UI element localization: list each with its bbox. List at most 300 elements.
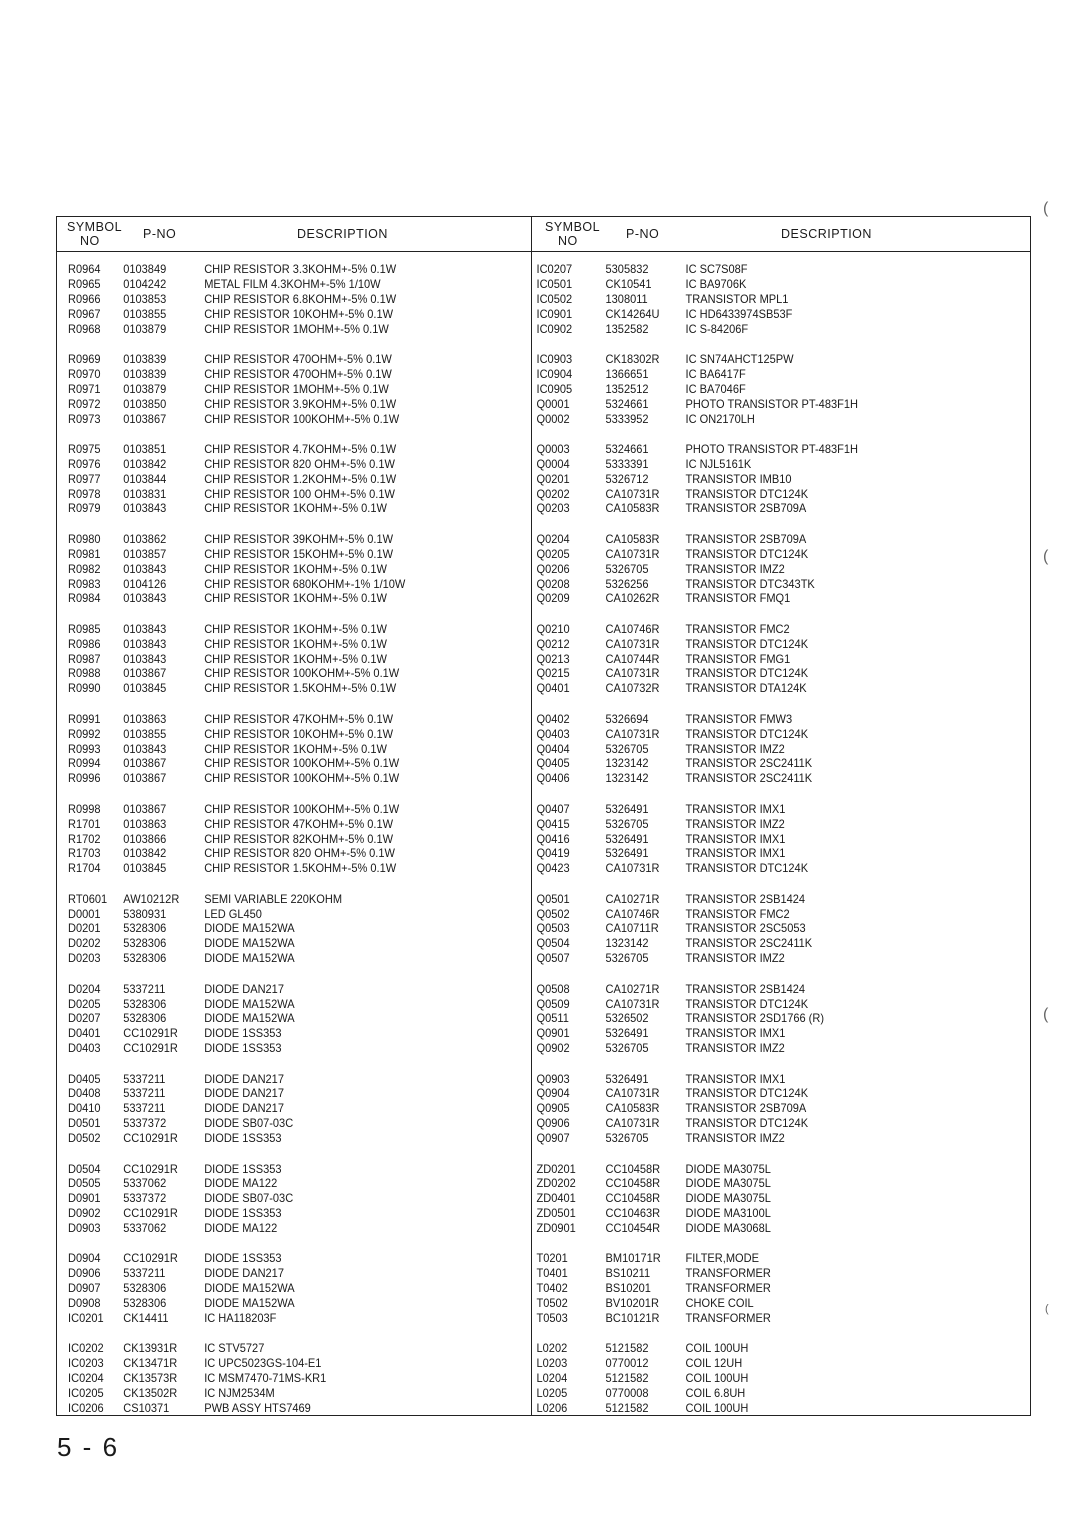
table-row bbox=[57, 1371, 493, 1386]
part-number-cell: 5328306 bbox=[123, 996, 167, 1011]
symbol-cell: Q0415 bbox=[536, 816, 570, 831]
description-cell: IC SN74AHCT125PW bbox=[685, 351, 794, 366]
header-symbol: SYMBOL bbox=[545, 220, 601, 234]
symbol-cell: R0996 bbox=[68, 771, 101, 786]
description-cell: CHIP RESISTOR 6.8KOHM+-5% 0.1W bbox=[204, 291, 397, 306]
description-cell: DIODE MA3075L bbox=[685, 1176, 771, 1191]
symbol-cell: D0505 bbox=[68, 1176, 101, 1191]
description-cell: TRANSISTOR IMZ2 bbox=[685, 951, 785, 966]
symbol-cell: D0205 bbox=[68, 996, 101, 1011]
part-number-cell: 5326694 bbox=[605, 711, 649, 726]
part-number-cell: CA10583R bbox=[605, 501, 660, 516]
table-row bbox=[531, 1401, 990, 1416]
description-cell: TRANSISTOR IMZ2 bbox=[685, 1041, 785, 1056]
table-row bbox=[531, 307, 990, 322]
description-cell: CHIP RESISTOR 100 OHM+-5% 0.1W bbox=[204, 486, 395, 501]
parts-group bbox=[57, 442, 531, 516]
part-number-cell: CA10271R bbox=[605, 891, 660, 906]
description-cell: TRANSISTOR DTA124K bbox=[685, 681, 807, 696]
table-row bbox=[531, 1206, 990, 1221]
description-cell: DIODE MA152WA bbox=[204, 996, 295, 1011]
symbol-cell: ZD0501 bbox=[536, 1206, 576, 1221]
description-cell: TRANSISTOR 2SC2411K bbox=[685, 756, 813, 771]
header-description: DESCRIPTION bbox=[297, 227, 388, 241]
table-row bbox=[57, 562, 493, 577]
symbol-cell: D0504 bbox=[68, 1161, 101, 1176]
part-number-cell: 5326502 bbox=[605, 1011, 649, 1026]
table-row bbox=[531, 412, 990, 427]
part-number-cell: 5326705 bbox=[605, 561, 649, 576]
symbol-cell: R0972 bbox=[68, 396, 101, 411]
description-cell: DIODE DAN217 bbox=[204, 1266, 284, 1281]
part-number-cell: 5326491 bbox=[605, 1071, 649, 1086]
part-number-cell: CC10291R bbox=[123, 1251, 178, 1266]
symbol-cell: IC0901 bbox=[536, 306, 573, 321]
parts-group bbox=[531, 1072, 1030, 1146]
table-row bbox=[57, 951, 493, 966]
description-cell: TRANSISTOR 2SB1424 bbox=[685, 891, 806, 906]
description-cell: TRANSISTOR IMX1 bbox=[685, 801, 786, 816]
description-cell: TRANSISTOR DTC124K bbox=[685, 546, 809, 561]
description-cell: TRANSFORMER bbox=[685, 1311, 771, 1326]
description-cell: TRANSISTOR DTC124K bbox=[685, 1086, 809, 1101]
symbol-cell: ZD0202 bbox=[536, 1176, 576, 1191]
description-cell: DIODE 1SS353 bbox=[204, 1161, 282, 1176]
part-number-cell: 0103849 bbox=[123, 262, 167, 276]
part-number-cell: 0103863 bbox=[123, 711, 167, 726]
part-number-cell: 0103842 bbox=[123, 846, 167, 861]
table-row bbox=[57, 1281, 493, 1296]
part-number-cell: CA10271R bbox=[605, 981, 660, 996]
part-number-cell: 0104242 bbox=[123, 276, 167, 291]
part-number-cell: 0103843 bbox=[123, 741, 167, 756]
symbol-cell: Q0210 bbox=[536, 621, 570, 636]
table-row bbox=[57, 591, 493, 606]
table-row bbox=[57, 861, 493, 876]
symbol-cell: D0405 bbox=[68, 1071, 101, 1086]
table-row bbox=[531, 846, 990, 861]
part-number-cell: 1323142 bbox=[605, 756, 649, 771]
part-number-cell: 0104126 bbox=[123, 576, 167, 591]
description-cell: TRANSISTOR 2SC5053 bbox=[685, 921, 806, 936]
description-cell: DIODE SB07-03C bbox=[204, 1116, 294, 1131]
table-row bbox=[531, 352, 990, 367]
part-number-cell: 0770012 bbox=[605, 1356, 649, 1371]
table-row bbox=[531, 1072, 990, 1087]
table-row bbox=[531, 1041, 990, 1056]
symbol-cell: D0401 bbox=[68, 1026, 101, 1041]
parts-group bbox=[57, 892, 531, 966]
part-number-cell: 0103867 bbox=[123, 666, 167, 681]
symbol-cell: L0205 bbox=[536, 1386, 568, 1401]
symbol-cell: Q0905 bbox=[536, 1101, 570, 1116]
symbol-cell: Q0423 bbox=[536, 861, 570, 876]
table-row bbox=[57, 1386, 493, 1401]
parts-group bbox=[57, 352, 531, 426]
description-cell: IC NJM2534M bbox=[204, 1386, 275, 1401]
part-number-cell: 5326705 bbox=[605, 1041, 649, 1056]
description-cell: CHIP RESISTOR 1KOHM+-5% 0.1W bbox=[204, 501, 387, 516]
description-cell: CHIP RESISTOR 1KOHM+-5% 0.1W bbox=[204, 651, 387, 666]
description-cell: TRANSISTOR DTC124K bbox=[685, 486, 809, 501]
table-row bbox=[531, 892, 990, 907]
table-row bbox=[531, 832, 990, 847]
description-cell: CHIP RESISTOR 82KOHM+-5% 0.1W bbox=[204, 831, 394, 846]
table-row bbox=[531, 951, 990, 966]
description-cell: COIL 12UH bbox=[685, 1356, 743, 1371]
symbol-cell: Q0204 bbox=[536, 531, 570, 546]
part-number-cell: 5326705 bbox=[605, 951, 649, 966]
table-row bbox=[57, 1011, 493, 1026]
description-cell: CHIP RESISTOR 1KOHM+-5% 0.1W bbox=[204, 741, 387, 756]
table-row bbox=[57, 412, 493, 427]
part-number-cell: 0103853 bbox=[123, 291, 167, 306]
part-number-cell: CS10371 bbox=[123, 1401, 170, 1415]
part-number-cell: 0103842 bbox=[123, 456, 167, 471]
part-number-cell: 5121582 bbox=[605, 1401, 649, 1415]
part-number-cell: 0103843 bbox=[123, 561, 167, 576]
description-cell: TRANSISTOR DTC343TK bbox=[685, 576, 815, 591]
description-cell: IC ON2170LH bbox=[685, 411, 755, 426]
part-number-cell: 0103879 bbox=[123, 381, 167, 396]
header-pno: P-NO bbox=[143, 227, 177, 241]
table-row bbox=[57, 397, 493, 412]
description-cell: CHIP RESISTOR 10KOHM+-5% 0.1W bbox=[204, 726, 394, 741]
description-cell: TRANSISTOR IMZ2 bbox=[685, 741, 785, 756]
part-number-cell: 0103855 bbox=[123, 306, 167, 321]
table-row bbox=[57, 1221, 493, 1236]
symbol-cell: RT0601 bbox=[68, 891, 108, 906]
description-cell: TRANSISTOR 2SC2411K bbox=[685, 771, 813, 786]
part-number-cell: CC10291R bbox=[123, 1026, 178, 1041]
symbol-cell: Q0202 bbox=[536, 486, 570, 501]
symbol-cell: R0987 bbox=[68, 651, 101, 666]
part-number-cell: 5328306 bbox=[123, 1281, 167, 1296]
table-row bbox=[57, 666, 493, 681]
description-cell: CHIP RESISTOR 820 OHM+-5% 0.1W bbox=[204, 456, 395, 471]
table-row bbox=[531, 487, 990, 502]
description-cell: DIODE MA152WA bbox=[204, 1296, 295, 1311]
table-row bbox=[531, 1311, 990, 1326]
parts-group bbox=[57, 982, 531, 1056]
symbol-cell: R0993 bbox=[68, 741, 101, 756]
symbol-cell: Q0502 bbox=[536, 906, 570, 921]
description-cell: TRANSISTOR FMW3 bbox=[685, 711, 793, 726]
symbol-cell: Q0416 bbox=[536, 831, 570, 846]
symbol-cell: Q0002 bbox=[536, 411, 570, 426]
part-number-cell: 5326705 bbox=[605, 816, 649, 831]
part-number-cell: 5326705 bbox=[605, 741, 649, 756]
parts-group bbox=[57, 622, 531, 696]
description-cell: CHIP RESISTOR 1KOHM+-5% 0.1W bbox=[204, 636, 387, 651]
symbol-cell: Q0003 bbox=[536, 441, 570, 456]
description-cell: IC BA9706K bbox=[685, 276, 747, 291]
parts-group bbox=[531, 802, 1030, 876]
description-cell: DIODE MA152WA bbox=[204, 951, 295, 966]
description-cell: TRANSFORMER bbox=[685, 1266, 771, 1281]
description-cell: TRANSISTOR 2SB709A bbox=[685, 1101, 807, 1116]
table-row bbox=[531, 292, 990, 307]
symbol-cell: D0202 bbox=[68, 936, 101, 951]
part-number-cell: 5333952 bbox=[605, 411, 649, 426]
part-number-cell: 5328306 bbox=[123, 1296, 167, 1311]
description-cell: TRANSISTOR DTC124K bbox=[685, 636, 809, 651]
symbol-cell: L0204 bbox=[536, 1371, 568, 1386]
part-number-cell: 0103867 bbox=[123, 411, 167, 426]
description-cell: DIODE DAN217 bbox=[204, 1071, 284, 1086]
table-row bbox=[531, 921, 990, 936]
table-row bbox=[57, 802, 493, 817]
description-cell: PHOTO TRANSISTOR PT-483F1H bbox=[685, 396, 858, 411]
description-cell: IC BA6417F bbox=[685, 366, 746, 381]
parts-group bbox=[531, 262, 1030, 336]
part-number-cell: 1323142 bbox=[605, 771, 649, 786]
part-number-cell: 1352582 bbox=[605, 321, 649, 336]
symbol-cell: R1703 bbox=[68, 846, 101, 861]
part-number-cell: CA10262R bbox=[605, 591, 660, 606]
part-number-cell: CA10731R bbox=[605, 636, 660, 651]
description-cell: CHIP RESISTOR 470OHM+-5% 0.1W bbox=[204, 366, 392, 381]
symbol-cell: IC0903 bbox=[536, 351, 573, 366]
table-row bbox=[57, 756, 493, 771]
right-parts-column bbox=[531, 217, 1030, 1415]
description-cell: TRANSISTOR 2SB709A bbox=[685, 501, 807, 516]
part-number-cell: 0103862 bbox=[123, 531, 167, 546]
parts-group bbox=[531, 352, 1030, 426]
part-number-cell: 1323142 bbox=[605, 936, 649, 951]
description-cell: IC HD6433974SB53F bbox=[685, 306, 793, 321]
table-row bbox=[57, 307, 493, 322]
symbol-cell: R0983 bbox=[68, 576, 101, 591]
parts-group bbox=[531, 1162, 1030, 1236]
part-number-cell: CC10291R bbox=[123, 1161, 178, 1176]
table-row bbox=[531, 382, 990, 397]
description-cell: TRANSISTOR 2SC2411K bbox=[685, 936, 813, 951]
part-number-cell: 0103867 bbox=[123, 801, 167, 816]
symbol-cell: R0975 bbox=[68, 441, 101, 456]
description-cell: CHIP RESISTOR 1KOHM+-5% 0.1W bbox=[204, 591, 387, 606]
description-cell: DIODE MA152WA bbox=[204, 1281, 295, 1296]
part-number-cell: 5337372 bbox=[123, 1116, 167, 1131]
description-cell: TRANSISTOR 2SB1424 bbox=[685, 981, 806, 996]
table-row bbox=[57, 1296, 493, 1311]
table-row bbox=[531, 1341, 990, 1356]
symbol-cell: IC0501 bbox=[536, 276, 573, 291]
symbol-cell: R0982 bbox=[68, 561, 101, 576]
parts-list-table bbox=[56, 216, 1031, 1416]
symbol-cell: Q0209 bbox=[536, 591, 570, 606]
symbol-cell: IC0201 bbox=[68, 1311, 104, 1326]
symbol-cell: Q0201 bbox=[536, 471, 570, 486]
part-number-cell: 5324661 bbox=[605, 441, 649, 456]
description-cell: DIODE DAN217 bbox=[204, 1101, 284, 1116]
description-cell: DIODE MA122 bbox=[204, 1176, 278, 1191]
parts-group bbox=[531, 712, 1030, 786]
table-row bbox=[531, 742, 990, 757]
description-cell: CHIP RESISTOR 1.5KOHM+-5% 0.1W bbox=[204, 861, 397, 876]
symbol-cell: R1704 bbox=[68, 861, 101, 876]
part-number-cell: CA10731R bbox=[605, 726, 660, 741]
part-number-cell: 0103844 bbox=[123, 471, 167, 486]
table-row bbox=[531, 1221, 990, 1236]
description-cell: TRANSISTOR DTC124K bbox=[685, 1116, 809, 1131]
symbol-cell: D0907 bbox=[68, 1281, 101, 1296]
description-cell: DIODE 1SS353 bbox=[204, 1206, 282, 1221]
part-number-cell: 5337062 bbox=[123, 1176, 167, 1191]
part-number-cell: 5328306 bbox=[123, 921, 167, 936]
description-cell: TRANSISTOR IMX1 bbox=[685, 1071, 786, 1086]
table-row bbox=[531, 577, 990, 592]
description-cell: CHIP RESISTOR 100KOHM+-5% 0.1W bbox=[204, 771, 400, 786]
symbol-cell: D0904 bbox=[68, 1251, 101, 1266]
symbol-cell: Q0901 bbox=[536, 1026, 570, 1041]
description-cell: CHIP RESISTOR 1MOHM+-5% 0.1W bbox=[204, 381, 389, 396]
table-row bbox=[531, 591, 990, 606]
table-row bbox=[531, 997, 990, 1012]
part-number-cell: 0103843 bbox=[123, 651, 167, 666]
part-number-cell: CC10291R bbox=[123, 1206, 178, 1221]
part-number-cell: CK14411 bbox=[123, 1311, 169, 1326]
part-number-cell: 0103866 bbox=[123, 831, 167, 846]
description-cell: TRANSISTOR IMZ2 bbox=[685, 1131, 785, 1146]
table-row bbox=[57, 501, 493, 516]
symbol-cell: Q0402 bbox=[536, 711, 570, 726]
table-row bbox=[531, 666, 990, 681]
parts-group bbox=[531, 442, 1030, 516]
table-row bbox=[531, 472, 990, 487]
part-number-cell: 0103839 bbox=[123, 366, 167, 381]
symbol-cell: L0206 bbox=[536, 1401, 568, 1415]
table-row bbox=[531, 681, 990, 696]
table-row bbox=[531, 1011, 990, 1026]
symbol-cell: D0903 bbox=[68, 1221, 101, 1236]
description-cell: IC MSM7470-71MS-KR1 bbox=[204, 1371, 327, 1386]
description-cell: DIODE MA152WA bbox=[204, 936, 295, 951]
description-cell: TRANSISTOR IMX1 bbox=[685, 831, 786, 846]
description-cell: CHIP RESISTOR 1KOHM+-5% 0.1W bbox=[204, 561, 387, 576]
description-cell: CHIP RESISTOR 1KOHM+-5% 0.1W bbox=[204, 621, 387, 636]
description-cell: TRANSFORMER bbox=[685, 1281, 771, 1296]
description-cell: CHIP RESISTOR 47KOHM+-5% 0.1W bbox=[204, 711, 394, 726]
symbol-cell: L0203 bbox=[536, 1356, 568, 1371]
symbol-cell: R0968 bbox=[68, 321, 101, 336]
description-cell: DIODE DAN217 bbox=[204, 981, 284, 996]
table-row bbox=[57, 982, 493, 997]
table-row bbox=[531, 1371, 990, 1386]
symbol-cell: D0203 bbox=[68, 951, 101, 966]
part-number-cell: AW10212R bbox=[123, 891, 180, 906]
symbol-cell: Q0208 bbox=[536, 576, 570, 591]
table-row bbox=[57, 1251, 493, 1266]
symbol-cell: Q0511 bbox=[536, 1011, 569, 1026]
symbol-cell: R0966 bbox=[68, 291, 101, 306]
symbol-cell: D0901 bbox=[68, 1191, 101, 1206]
table-row bbox=[531, 1296, 990, 1311]
table-row bbox=[57, 742, 493, 757]
symbol-cell: IC0205 bbox=[68, 1386, 104, 1401]
margin-mark: ( bbox=[1043, 1006, 1049, 1023]
header-description: DESCRIPTION bbox=[781, 227, 872, 241]
part-number-cell: 0103831 bbox=[123, 486, 167, 501]
margin-mark: ( bbox=[1043, 200, 1049, 217]
part-number-cell: CA10744R bbox=[605, 651, 660, 666]
symbol-cell: Q0907 bbox=[536, 1131, 570, 1146]
symbol-cell: R0978 bbox=[68, 486, 101, 501]
table-row bbox=[531, 936, 990, 951]
symbol-cell: Q0405 bbox=[536, 756, 570, 771]
table-row bbox=[531, 861, 990, 876]
table-row bbox=[531, 1131, 990, 1146]
part-number-cell: 5326491 bbox=[605, 831, 649, 846]
symbol-cell: Q0504 bbox=[536, 936, 570, 951]
table-row bbox=[531, 322, 990, 337]
parts-group bbox=[531, 892, 1030, 966]
symbol-cell: R0973 bbox=[68, 411, 101, 426]
table-row bbox=[57, 1401, 493, 1416]
symbol-cell: R0964 bbox=[68, 262, 101, 276]
part-number-cell: 0103857 bbox=[123, 546, 167, 561]
part-number-cell: 0103879 bbox=[123, 321, 167, 336]
part-number-cell: CA10731R bbox=[605, 1086, 660, 1101]
description-cell: TRANSISTOR FMC2 bbox=[685, 621, 790, 636]
description-cell: TRANSISTOR FMC2 bbox=[685, 906, 790, 921]
description-cell: TRANSISTOR DTC124K bbox=[685, 666, 809, 681]
symbol-cell: D0906 bbox=[68, 1266, 101, 1281]
symbol-cell: Q0212 bbox=[536, 636, 570, 651]
part-number-cell: 5121582 bbox=[605, 1371, 649, 1386]
table-row bbox=[57, 832, 493, 847]
part-number-cell: 5328306 bbox=[123, 951, 167, 966]
right-rows bbox=[531, 262, 1030, 1431]
part-number-cell: CK13931R bbox=[123, 1341, 178, 1356]
description-cell: TRANSISTOR FMQ1 bbox=[685, 591, 791, 606]
table-row bbox=[57, 1341, 493, 1356]
part-number-cell: CC10291R bbox=[123, 1041, 178, 1056]
table-row bbox=[57, 1101, 493, 1116]
symbol-cell: ZD0201 bbox=[536, 1161, 576, 1176]
description-cell: CHIP RESISTOR 1MOHM+-5% 0.1W bbox=[204, 321, 389, 336]
symbol-cell: L0202 bbox=[536, 1341, 568, 1356]
description-cell: DIODE MA122 bbox=[204, 1221, 278, 1236]
symbol-cell: R1701 bbox=[68, 816, 101, 831]
part-number-cell: 1366651 bbox=[605, 366, 649, 381]
symbol-cell: R0994 bbox=[68, 756, 101, 771]
symbol-cell: Q0401 bbox=[536, 681, 570, 696]
symbol-cell: D0201 bbox=[68, 921, 101, 936]
symbol-cell: IC0202 bbox=[68, 1341, 104, 1356]
part-number-cell: 5337211 bbox=[123, 1071, 166, 1086]
table-row bbox=[531, 982, 990, 997]
description-cell: CHIP RESISTOR 1.5KOHM+-5% 0.1W bbox=[204, 681, 397, 696]
symbol-cell: R0981 bbox=[68, 546, 101, 561]
header-symbol: SYMBOL bbox=[67, 220, 123, 234]
part-number-cell: CK14264U bbox=[605, 306, 660, 321]
symbol-cell: Q0404 bbox=[536, 741, 570, 756]
part-number-cell: CC10458R bbox=[605, 1176, 661, 1191]
table-row bbox=[531, 1176, 990, 1191]
description-cell: TRANSISTOR IMZ2 bbox=[685, 816, 785, 831]
table-row bbox=[57, 1162, 493, 1177]
description-cell: CHIP RESISTOR 100KOHM+-5% 0.1W bbox=[204, 756, 400, 771]
table-row bbox=[57, 1086, 493, 1101]
page-number: 5 - 6 bbox=[57, 1432, 120, 1462]
symbol-cell: D0207 bbox=[68, 1011, 101, 1026]
table-row bbox=[57, 352, 493, 367]
table-row bbox=[531, 547, 990, 562]
table-row bbox=[531, 907, 990, 922]
table-row bbox=[531, 622, 990, 637]
description-cell: METAL FILM 4.3KOHM+-5% 1/10W bbox=[204, 276, 381, 291]
